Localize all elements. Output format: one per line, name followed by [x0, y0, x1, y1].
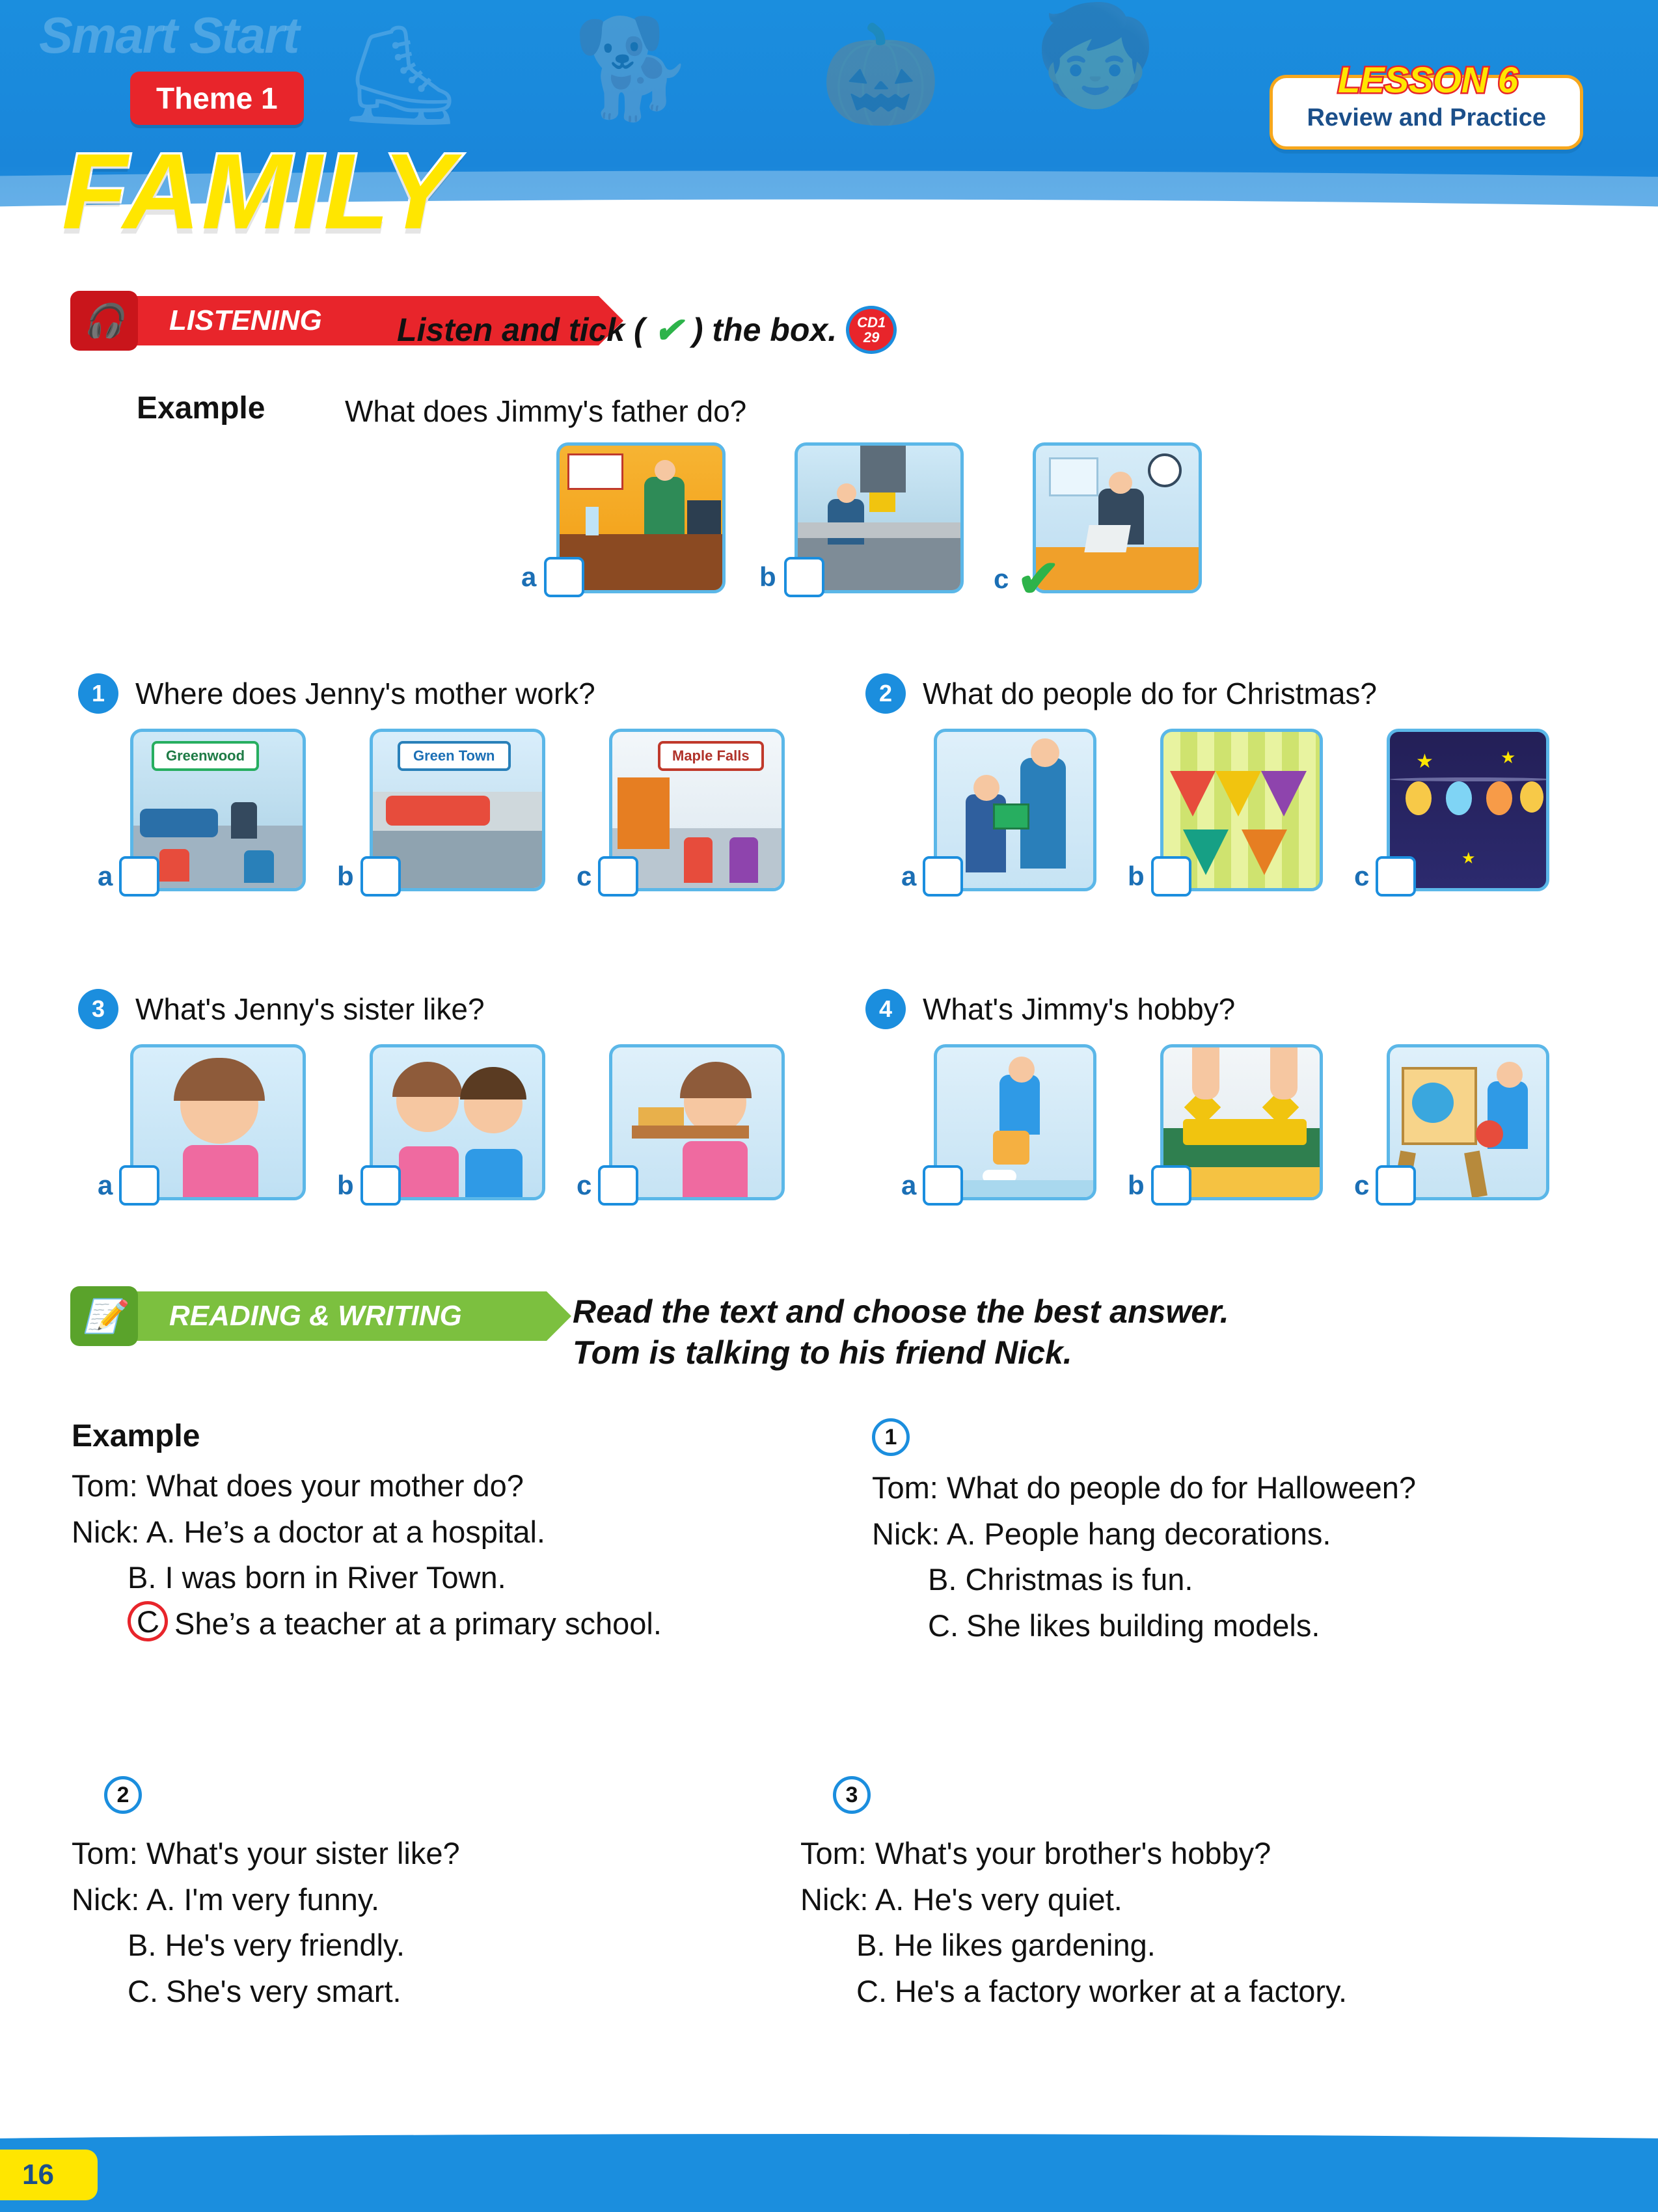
lesson-subtitle: Review and Practice: [1307, 104, 1546, 131]
q4-option-c-checkbox[interactable]: [1376, 1165, 1416, 1206]
rw-item-1: [872, 1418, 1620, 1649]
q3-option-a-checkbox[interactable]: [119, 1165, 159, 1206]
listening-example-options: [521, 442, 1202, 608]
rw-item-2-number: 2: [104, 1776, 142, 1814]
option-c[interactable]: [994, 442, 1202, 608]
q2-option-c[interactable]: [1354, 729, 1549, 891]
cd-track-badge: [846, 306, 897, 354]
rw-item-3-number: 3: [833, 1776, 871, 1814]
q2-option-b-letter: b: [1128, 861, 1145, 891]
rw-item-3: [800, 1776, 1601, 2014]
rw-item-3-option-c-text: He's a factory worker at a factory.: [895, 1973, 1348, 2008]
listening-example-label: Example: [137, 391, 265, 425]
pumpkin-icon: 🎃: [820, 20, 942, 129]
listening-example-question: What does Jimmy's father do?: [345, 394, 747, 428]
rw-item-1-option-c[interactable]: [872, 1603, 1620, 1649]
q1-option-a[interactable]: [98, 729, 306, 891]
rw-item-3-option-a[interactable]: Nick: A. He's very quiet.: [800, 1882, 1122, 1917]
rw-item-2-option-c-text: She's very smart.: [166, 1973, 401, 2008]
q1-option-a-checkbox[interactable]: [119, 856, 159, 897]
question-3-options: [98, 1044, 785, 1200]
q2-option-a-checkbox[interactable]: [923, 856, 963, 897]
q3-option-c-checkbox[interactable]: [598, 1165, 638, 1206]
option-a[interactable]: [521, 442, 726, 593]
reading-instruction-line1: Read the text and choose the best answer.: [573, 1293, 1229, 1330]
q3-option-b-checkbox[interactable]: [360, 1165, 401, 1206]
option-c-letter: c: [994, 563, 1009, 594]
reading-instruction: [573, 1291, 1229, 1373]
q2-option-c-letter: c: [1354, 861, 1370, 891]
rw-item-1-option-b[interactable]: B. Christmas is fun.: [928, 1562, 1193, 1597]
q4-option-a[interactable]: [901, 1044, 1096, 1200]
q3-option-b[interactable]: [337, 1044, 545, 1200]
question-1-header: [78, 673, 595, 714]
rw-item-2-option-a[interactable]: Nick: A. I'm very funny.: [72, 1882, 380, 1917]
rw-item-2-option-c[interactable]: [72, 1969, 820, 2015]
rw-item-3-option-b[interactable]: B. He likes gardening.: [856, 1928, 1156, 1962]
rw-item-1-option-c-text: She likes building models.: [966, 1608, 1320, 1643]
q1-option-c-checkbox[interactable]: [598, 856, 638, 897]
rw-item-2-option-b[interactable]: B. He's very friendly.: [128, 1928, 405, 1962]
option-b-letter: b: [759, 561, 776, 592]
question-1-options: [98, 729, 785, 891]
q1-option-b-checkbox[interactable]: [360, 856, 401, 897]
listening-instruction-pre: Listen and tick (: [397, 312, 645, 348]
question-1-text: Where does Jenny's mother work?: [135, 677, 595, 710]
rw-item-1-tom: Tom: What do people do for Halloween?: [872, 1470, 1417, 1505]
question-3-text: What's Jenny's sister like?: [135, 992, 485, 1026]
q2-option-c-checkbox[interactable]: [1376, 856, 1416, 897]
q1-option-a-caption: Greenwood: [152, 741, 259, 771]
question-4-options: [901, 1044, 1549, 1200]
rw-item-3-option-c-letter: C.: [856, 1973, 887, 2008]
q3-option-a-letter: a: [98, 1170, 113, 1200]
q1-option-b-caption: Green Town: [398, 741, 511, 771]
rw-example-answer-circle: C: [125, 1598, 170, 1643]
q1-option-c[interactable]: [577, 729, 785, 891]
rw-example-label: Example: [72, 1419, 200, 1453]
page-title: FAMILY: [62, 131, 455, 251]
q4-option-c-letter: c: [1354, 1170, 1370, 1200]
listening-instruction: [397, 306, 897, 354]
question-2-options: [901, 729, 1549, 891]
question-4-text: What's Jimmy's hobby?: [923, 992, 1236, 1026]
rw-item-1-option-c-letter: C.: [928, 1608, 958, 1643]
q4-option-b[interactable]: [1128, 1044, 1323, 1200]
skates-icon: ⛸: [338, 20, 463, 129]
reading-tag-label: READING & WRITING: [169, 1300, 462, 1332]
option-b-checkbox[interactable]: [784, 557, 824, 597]
q1-option-c-caption: Maple Falls: [658, 741, 764, 771]
q2-option-c-image[interactable]: ★ ★ ★: [1387, 729, 1549, 891]
tick-icon: ✔: [653, 310, 683, 350]
cd-line1: CD1: [857, 314, 886, 330]
q3-option-b-letter: b: [337, 1170, 354, 1200]
cd-line2: 29: [863, 329, 880, 345]
question-2-number: 2: [865, 673, 906, 714]
rw-item-1-option-a[interactable]: Nick: A. People hang decorations.: [872, 1516, 1331, 1551]
q2-option-b-checkbox[interactable]: [1151, 856, 1191, 897]
q2-option-a-letter: a: [901, 861, 917, 891]
question-4-number: 4: [865, 989, 906, 1029]
q3-option-c[interactable]: [577, 1044, 785, 1200]
question-3-header: [78, 989, 485, 1029]
q2-option-a[interactable]: [901, 729, 1096, 891]
q1-option-a-letter: a: [98, 861, 113, 891]
rw-item-example: [72, 1418, 852, 1647]
headphones-icon: 🎧: [70, 291, 138, 351]
q3-option-a[interactable]: [98, 1044, 306, 1200]
rw-item-2-tom: Tom: What's your sister like?: [72, 1836, 460, 1870]
q4-option-c[interactable]: [1354, 1044, 1549, 1200]
rw-item-3-tom: Tom: What's your brother's hobby?: [800, 1836, 1271, 1870]
question-1-number: 1: [78, 673, 118, 714]
q4-option-a-checkbox[interactable]: [923, 1165, 963, 1206]
rw-item-3-option-c[interactable]: [800, 1969, 1601, 2015]
reading-tag: [83, 1291, 547, 1341]
option-c-tick-mark[interactable]: ✔: [1016, 550, 1061, 608]
rw-example-option-c-text: She’s a teacher at a primary school.: [174, 1606, 662, 1641]
listening-instruction-post: ) the box.: [692, 312, 837, 348]
q4-option-a-letter: a: [901, 1170, 917, 1200]
rw-item-2-option-c-letter: C.: [128, 1973, 158, 2008]
reading-instruction-line2: Tom is talking to his friend Nick.: [573, 1334, 1072, 1371]
question-2-text: What do people do for Christmas?: [923, 677, 1378, 710]
lesson-label: LESSON 6: [1338, 59, 1518, 100]
rw-example-option-b[interactable]: B. I was born in River Town.: [128, 1560, 506, 1595]
page-header: [0, 0, 1658, 273]
q1-option-c-letter: c: [577, 861, 592, 891]
rw-item-2: [72, 1776, 820, 2014]
q1-option-b-letter: b: [337, 861, 354, 891]
option-a-checkbox[interactable]: [544, 557, 584, 597]
question-3-number: 3: [78, 989, 118, 1029]
q1-option-b[interactable]: [337, 729, 545, 891]
rw-example-option-a[interactable]: Nick: A. He’s a doctor at a hospital.: [72, 1514, 545, 1549]
q3-option-c-letter: c: [577, 1170, 592, 1200]
rw-example-option-c[interactable]: [72, 1601, 852, 1647]
question-2-header: [865, 673, 1377, 714]
document-pencil-icon: 📝: [70, 1286, 138, 1346]
option-b[interactable]: [759, 442, 964, 593]
q4-option-b-checkbox[interactable]: [1151, 1165, 1191, 1206]
q4-option-b-letter: b: [1128, 1170, 1145, 1200]
listening-tag-label: LISTENING: [169, 304, 322, 336]
child-icon: 🧒: [1035, 1, 1156, 110]
theme-badge: Theme 1: [130, 72, 304, 125]
question-4-header: [865, 989, 1235, 1029]
series-watermark: Smart Start: [39, 7, 299, 64]
option-a-letter: a: [521, 561, 537, 592]
rw-example-tom: Tom: What does your mother do?: [72, 1468, 524, 1503]
q2-option-b[interactable]: [1128, 729, 1323, 891]
page-number: 16: [0, 2150, 98, 2200]
dog-icon: 🐕: [573, 14, 694, 123]
rw-item-1-number: 1: [872, 1418, 910, 1456]
page-footer: [0, 2134, 1658, 2212]
